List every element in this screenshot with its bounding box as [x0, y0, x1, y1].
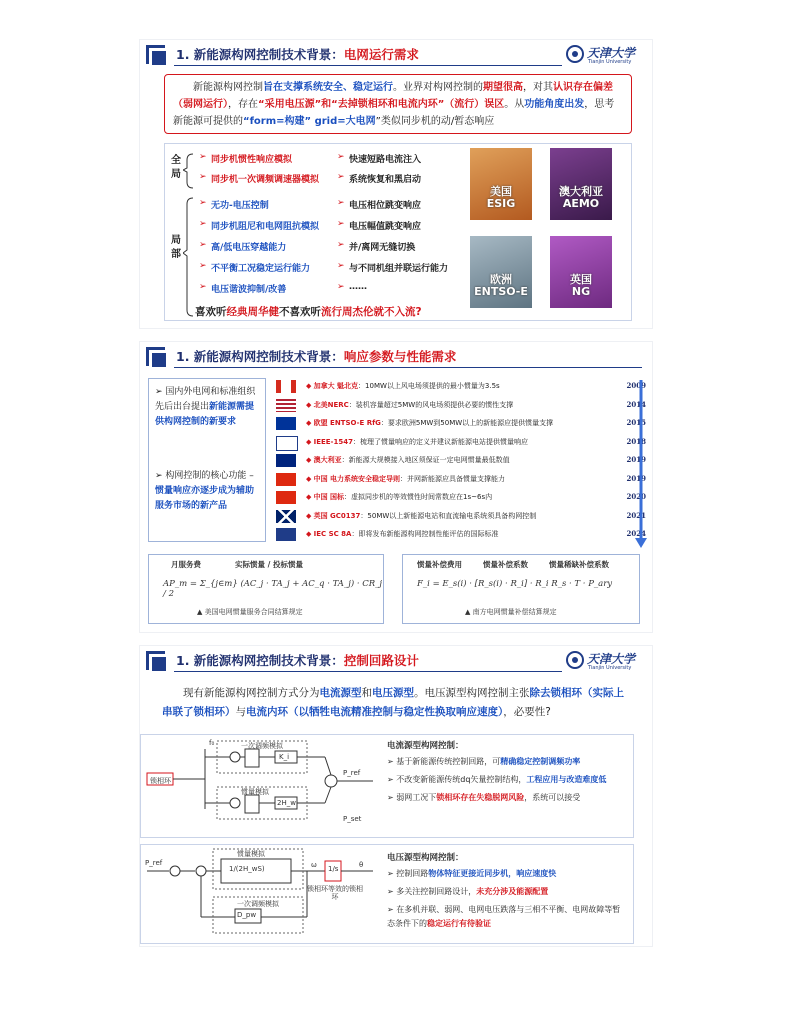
function-item: 系统恢复和黑启动	[349, 175, 422, 185]
arrow-icon: ➢	[337, 261, 345, 271]
timeline-row	[276, 471, 646, 489]
text-run: 不改变新能源传统dq矢量控制结构，	[396, 775, 527, 784]
timeline-year: 2009	[626, 381, 646, 390]
arrow-icon: ➢	[337, 198, 345, 208]
intro-text	[162, 684, 632, 722]
arrow-icon: ➢	[337, 172, 345, 182]
bullet-point	[387, 755, 627, 769]
arrow-icon: ➢	[199, 261, 207, 271]
intro-box	[164, 74, 632, 134]
timeline-year: 2020	[626, 492, 646, 501]
text-run: 旨在支撑系统安全、稳定运行	[263, 82, 393, 93]
text-run: 在多机并联、弱网、电网电压跌落与三相不平衡、电网故障等暂态条件下的	[387, 905, 621, 928]
timeline-text: ：装机容量超过5MW的风电场须提供必要的惯性支撑	[348, 400, 514, 409]
diamond-icon: ◆	[306, 474, 314, 483]
arrow-icon: ➢	[199, 282, 207, 292]
slide-control-loop	[140, 646, 652, 946]
timeline-year: 2018	[626, 436, 646, 446]
tju-seal-icon	[566, 651, 584, 669]
flag-eu-icon	[276, 417, 296, 430]
timeline-org: 欧盟 ENTSO-E RfG	[313, 419, 381, 427]
function-item: 同步机阻尼和电网阻抗模拟	[211, 222, 320, 232]
diamond-icon: ◆	[306, 382, 314, 390]
text-run: 就不入流?	[373, 306, 422, 318]
text-run: 和	[361, 687, 372, 699]
text-run: 弱网工况下	[396, 793, 437, 802]
text-run: 。从	[504, 99, 525, 110]
timeline-text: ：并网新能源应具备惯量支撑能力	[400, 474, 506, 483]
diamond-icon: ◆	[306, 437, 314, 446]
arrow-icon: ➢	[387, 869, 397, 878]
bullet-point	[387, 867, 627, 881]
text-run: 除去锁相环（实际上串联了锁相环）	[162, 687, 624, 718]
text-run: 稳定运行有待验证	[427, 919, 491, 928]
timeline-text: ：梳理了惯量响应的定义并建议新能源电站提供惯量响应	[352, 437, 528, 446]
function-item: 并/离网无缝切换	[349, 243, 416, 253]
text-run: ，必要性?	[503, 706, 551, 718]
timeline-row	[276, 434, 646, 452]
slide-response-parameters	[140, 342, 652, 632]
arrow-icon: ➢	[199, 240, 207, 250]
function-item: 与不同机组并联运行能力	[349, 264, 449, 274]
function-item: ……	[349, 282, 367, 292]
bullet-point	[387, 773, 627, 787]
local-label: 局部	[171, 235, 181, 260]
arrow-icon: ➢	[199, 219, 207, 229]
left-points-box	[148, 378, 266, 542]
bullet-point	[387, 903, 627, 931]
slide-header	[140, 342, 652, 372]
formula-csg: F_i = E_s(i) · [R_s(i) · R_i] · R_i R_s · T · P_ary	[417, 579, 613, 589]
text-run: 电流源型	[319, 687, 362, 699]
text-run: ”类似同步机的动/暂态响应	[375, 116, 495, 127]
timeline-text: ：10MW以上风电场须提供的最小惯量为3.5s	[358, 382, 500, 390]
text-run: 喜欢听	[195, 306, 227, 318]
function-item: 同步机一次调频调速器模拟	[211, 175, 320, 185]
arrow-icon: ➢	[387, 793, 397, 802]
text-run: 未充分涉及能源配置	[476, 887, 549, 896]
flag-us-icon	[276, 399, 296, 412]
timeline-year: 2019	[626, 473, 646, 483]
book-ng: 英国 NG	[550, 236, 612, 308]
quote-line	[195, 304, 422, 319]
flag-ca-icon	[276, 380, 296, 393]
tju-seal-icon	[566, 45, 584, 63]
text-run: ，对其	[523, 82, 553, 93]
function-item: 同步机惯性响应模拟	[211, 155, 293, 165]
timeline-year: 2024	[626, 529, 646, 538]
arrow-icon: ➢	[337, 282, 345, 292]
bullet-point	[387, 791, 627, 805]
timeline-org: 北美NERC	[313, 400, 349, 409]
text-run: 新能源构网控制	[193, 82, 263, 93]
text-run: 物体特征更接近同步机，响应速度快	[428, 869, 557, 878]
arrow-icon: ➢	[199, 198, 207, 208]
function-item: 不平衡工况稳定运行能力	[211, 264, 311, 274]
timeline-org: IEC SC 8A	[313, 530, 352, 538]
tju-logo: 天津大学 Tianjin University	[566, 650, 646, 672]
formula-us: AP_m = Σ_{j∈m} (AC_j · TA_j + AC_q · TA_j) · CR_j / 2	[163, 579, 383, 599]
left-point-1	[155, 385, 261, 430]
text-run: 多关注控制回路设计，	[396, 887, 477, 896]
arrow-icon: ➢	[199, 172, 207, 182]
flag-iec-icon	[276, 528, 296, 541]
text-run: 与	[235, 706, 246, 718]
text-run: 。电压源型构网控制主张	[414, 687, 530, 699]
timeline-text: ：新能源大规模接入地区须保证一定电网惯量最低数值	[341, 456, 510, 464]
book-aemo: 澳大利亚 AEMO	[550, 148, 612, 220]
arrow-icon: ➢	[337, 219, 345, 229]
text-run: 经典周华健	[226, 306, 279, 318]
flag-cn-icon	[276, 491, 296, 504]
arrow-icon: ➢	[337, 152, 345, 162]
text-run: 惯量响应亦逐步成为辅助服务市场的新产品	[155, 486, 255, 511]
arrow-icon: ➢	[337, 240, 345, 250]
timeline-row	[276, 452, 646, 470]
function-item: 电压相位跳变响应	[349, 201, 422, 211]
formula-us-box: 月服务费 实际惯量 / 投标惯量 AP_m = Σ_{j∈m} (AC_j · TA_j + AC_q · TA_j) · CR_j / 2 ▲ 美国电网惯量服务合同结算规定	[148, 554, 384, 624]
flag-au-icon	[276, 454, 296, 467]
text-run: 电压源型	[372, 687, 414, 699]
text-run: 认识存在偏差（弱网运行）	[173, 82, 613, 110]
arrow-icon: ➢	[387, 757, 397, 766]
text-run: ，存在	[228, 99, 258, 110]
slide-title: 1. 新能源构网控制技术背景：响应参数与性能需求	[176, 349, 457, 364]
intro-text	[165, 75, 631, 134]
text-run: 控制回路	[396, 869, 429, 878]
slide-grid-requirements	[140, 40, 652, 328]
slide-title: 1. 新能源构网控制技术背景：控制回路设计	[176, 653, 419, 668]
text-run: ➢ 构网控制的核心功能 –	[155, 471, 254, 481]
tju-logo: 天津大学 Tianjin University	[566, 44, 646, 66]
arrow-icon: ➢	[387, 887, 397, 896]
arrow-icon: ➢	[199, 152, 207, 162]
timeline-text: ：50MW以上新能源电站和直流输电系统须具备构网控制	[360, 511, 537, 520]
diamond-icon: ◆	[306, 456, 314, 464]
timeline-org: 英国 GC0137	[313, 511, 361, 520]
flag-uk-icon	[276, 510, 296, 523]
text-run: ，系统可以接受	[524, 793, 581, 802]
timeline-text: ：即将发布新能源构网控制性能评估的国际标准	[351, 530, 499, 538]
text-run: 。业界对构网控制的	[393, 82, 483, 93]
diamond-icon: ◆	[306, 493, 314, 501]
text-run: ➢ 国内外电网和标准组织先后出台提出	[155, 387, 256, 412]
global-label: 全局	[171, 155, 181, 180]
voltage-source-box: 惯量模拟 1/(2H_wS) 一次调频模拟 D_pw 1/s 锁相环等效的锁相环 P_ref ω θ 电压源型构网控制： ➢ 控制回路物体特征更接近同步机，响应速度快 ➢ 多关注控制回路设计，未充分涉及能源配置 ➢ 在多机并联、弱网、电网电压跌落与三相不平衡、电网故障等暂态条件下的稳定运行有待验证	[140, 844, 634, 944]
text-run: 现有新能源构网控制方式分为	[183, 687, 320, 699]
timeline-text: ：要求欧洲5MW到50MW以上的新能源应提供惯量支撑	[380, 419, 554, 427]
timeline-text: ：虚拟同步机的等效惯性时间常数应在1s~6s内	[344, 493, 493, 501]
text-run: 精确稳定控制调频功率	[500, 757, 581, 766]
timeline-row	[276, 489, 646, 507]
slide-title: 1. 新能源构网控制技术背景：电网运行需求	[176, 47, 419, 62]
text-run: 基于新能源传统控制回路，可	[396, 757, 501, 766]
diamond-icon: ◆	[306, 511, 314, 520]
text-run: 不喜欢听	[279, 306, 321, 318]
timeline-org: 澳大利亚	[313, 456, 342, 464]
diamond-icon: ◆	[306, 400, 314, 409]
formula-csg-box: 惯量补偿费用 惯量补偿系数 惯量稀缺补偿系数 F_i = E_s(i) · [R_s(i) · R_i] · R_i R_s · T · P_ary ▲ 南方电网惯量补偿结算规定	[402, 554, 640, 624]
flag-ieee-icon	[276, 436, 298, 451]
left-point-2	[155, 469, 261, 514]
timeline-org: 中国 电力系统安全稳定导则	[313, 474, 401, 483]
diamond-icon: ◆	[306, 530, 314, 538]
timeline-row	[276, 526, 646, 544]
text-run: 新能源需提供构网控制的新要求	[155, 402, 255, 427]
timeline-year: 2014	[626, 399, 646, 409]
timeline-year: 2015	[626, 418, 646, 427]
text-run: “采用电压源”和“去掉锁相环和电流内环”（流行）误区	[258, 99, 505, 110]
text-run: 锁相环存在失稳脱网风险	[436, 793, 525, 802]
timeline-arrow-icon	[634, 380, 648, 550]
flag-cn-icon	[276, 473, 296, 486]
function-item: 电压谐波抑制/改善	[211, 285, 287, 295]
timeline-year: 2021	[626, 510, 646, 520]
current-source-box: 锁相环 一次调频模拟 惯量模拟 f₀ K_i 2H_w P_ref P_set 电流源型构网控制： ➢ 基于新能源传统控制回路，可精确稳定控制调频功率 ➢ 不改变新能源传统dq矢量控制结构，工程应用与改造难度低 ➢ 弱网工况下锁相环存在失稳脱网风险，系统可以接受	[140, 734, 634, 838]
timeline-org: 中国 国标	[313, 493, 345, 501]
text-run: “form=构建” grid=大电网	[243, 116, 376, 127]
timeline-org: 加拿大 魁北克	[313, 382, 359, 390]
diamond-icon: ◆	[306, 419, 314, 427]
arrow-icon: ➢	[387, 905, 397, 914]
timeline-row	[276, 397, 646, 415]
function-item: 无功-电压控制	[211, 201, 269, 211]
timeline-row	[276, 378, 646, 396]
text-run: 电流内环（以牺牲电流精准控制与稳定性换取响应速度）	[246, 706, 504, 718]
function-item: 电压幅值跳变响应	[349, 222, 422, 232]
bullet-point	[387, 885, 627, 899]
arrow-icon: ➢	[387, 775, 397, 784]
text-run: 期望很高	[483, 82, 523, 93]
timeline-year: 2019	[626, 455, 646, 464]
function-item: 快速短路电流注入	[349, 155, 422, 165]
book-esig: 美国 ESIG	[470, 148, 532, 220]
standards-timeline	[276, 378, 646, 548]
text-run: 工程应用与改造难度低	[526, 775, 607, 784]
brace-icon	[183, 150, 197, 320]
timeline-row	[276, 415, 646, 433]
text-run: 流行周杰伦	[321, 306, 374, 318]
function-item: 高/低电压穿越能力	[211, 243, 287, 253]
book-entsoe: 欧洲 ENTSO-E	[470, 236, 532, 308]
timeline-org: IEEE-1547	[313, 437, 353, 446]
text-run: 功能角度出发	[524, 99, 585, 110]
timeline-row	[276, 508, 646, 526]
text-run: ，思考新能源可提供的	[173, 99, 615, 127]
